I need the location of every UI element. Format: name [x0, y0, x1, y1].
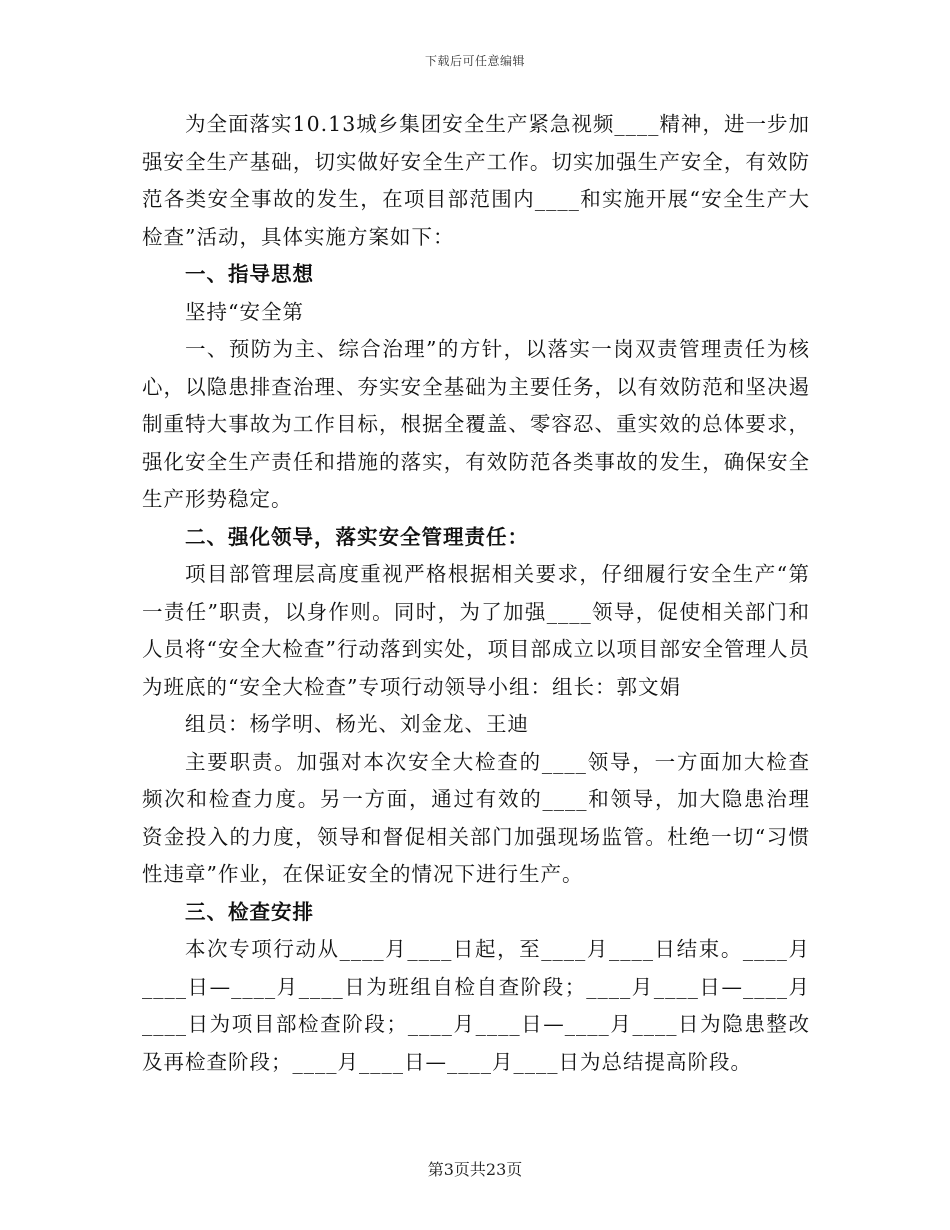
leadership-paragraph: 项目部管理层高度重视严格根据相关要求，仔细履行安全生产“第一责任”职责，以身作则。同时，为了加强____领导，促使相关部门和人员将“安全大检查”行动落到实处，项目部成立以项目部安全管理人员为班底的“安全大检查”专项行动领导小组：组长：郭文娟	[142, 562, 810, 699]
schedule-paragraph: 本次专项行动从____月____日起，至____月____日结束。____月____日—____月____日为班组自检自查阶段；____月____日—____月____日为项目部检查阶段；____月____日—____月____日为隐患整改及再检查阶段；____月____日—____月____日为总结提高阶段。	[142, 937, 810, 1074]
page-footer: 第3页共23页	[427, 1160, 523, 1179]
section-heading-leadership: 二、强化领导，落实安全管理责任：	[185, 524, 529, 549]
intro-paragraph: 为全面落实10.13城乡集团安全生产紧急视频____精神，进一步加强安全生产基础，切实做好安全生产工作。切实加强生产安全，有效防范各类安全事故的发生，在项目部范围内____和实施开展“安全生产大检查”活动，具体实施方案如下：	[142, 112, 810, 249]
section-heading-guiding-ideology: 一、指导思想	[185, 262, 314, 286]
page-header: 下载后可任意编辑	[424, 54, 525, 68]
members-paragraph: 组员：杨学明、杨光、刘金龙、王迪	[185, 712, 529, 736]
document-body	[142, 106, 810, 1081]
section-heading-inspection-schedule: 三、检查安排	[185, 899, 314, 924]
guiding-ideology-line: 坚持“安全第	[185, 299, 304, 324]
guiding-ideology-paragraph: 一、预防为主、综合治理”的方针，以落实一岗双责管理责任为核心，以隐患排查治理、夯实安全基础为主要任务，以有效防范和坚决遏制重特大事故为工作目标，根据全覆盖、零容忍、重实效的总体要求，强化安全生产责任和措施的落实，有效防范各类事故的发生，确保安全生产形势稳定。	[142, 337, 810, 511]
duties-paragraph: 主要职责。加强对本次安全大检查的____领导，一方面加大检查频次和检查力度。另一方面，通过有效的____和领导，加大隐患治理资金投入的力度，领导和督促相关部门加强现场监管。杜绝一切“习惯性违章”作业，在保证安全的情况下进行生产。	[142, 749, 810, 886]
